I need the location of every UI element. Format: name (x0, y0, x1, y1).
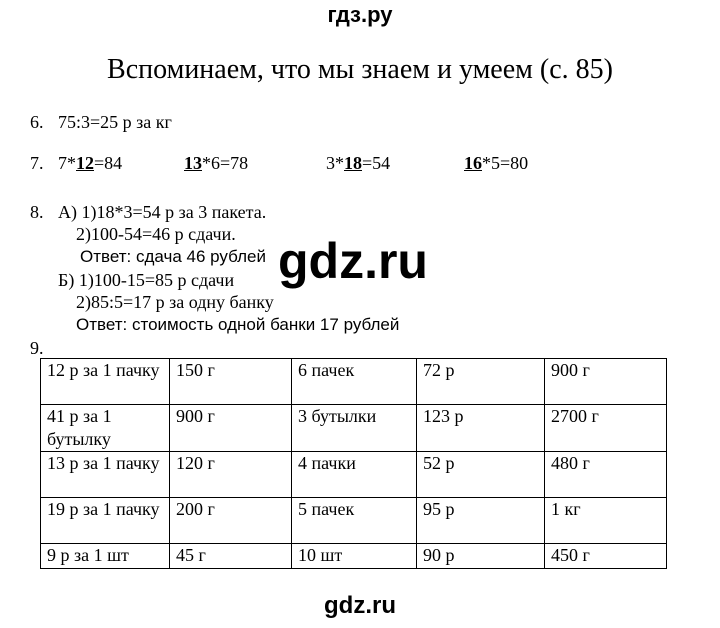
task9-number: 9. (30, 338, 44, 358)
table-cell: 5 пачек (292, 498, 417, 544)
task8-b-step2: 2)85:5=17 р за одну банку (76, 292, 274, 312)
site-header: гдз.ру (327, 2, 393, 27)
task7-item: 3*18=54 (326, 153, 391, 173)
task9-table (40, 358, 667, 569)
task8-a-answer: Ответ: сдача 46 рублей (80, 247, 266, 266)
task8-b-step1: Б) 1)100-15=85 р сдачи (58, 270, 235, 290)
task6-number: 6. (30, 112, 44, 132)
table-cell: 90 р (417, 544, 545, 569)
table-cell: 123 р (417, 405, 545, 452)
table-cell: 200 г (170, 498, 292, 544)
task8-a-step1: А) 1)18*3=54 р за 3 пакета. (58, 202, 267, 222)
table-cell: 2700 г (545, 405, 667, 452)
table-row (41, 405, 667, 452)
table-row (41, 452, 667, 498)
table-cell: 6 пачек (292, 359, 417, 405)
table-row (41, 544, 667, 569)
table-cell: 13 р за 1 пачку (41, 452, 170, 498)
task8-a-step2: 2)100-54=46 р сдачи. (76, 224, 236, 244)
table-cell: 450 г (545, 544, 667, 569)
footer-watermark: gdz.ru (324, 592, 396, 619)
task7-item: 7*12=84 (58, 153, 123, 173)
table-cell: 900 г (545, 359, 667, 405)
table-cell: 95 р (417, 498, 545, 544)
page-title: Вспоминаем, что мы знаем и умеем (с. 85) (107, 54, 613, 85)
table-row (41, 498, 667, 544)
table-cell: 1 кг (545, 498, 667, 544)
task6-text: 75:3=25 р за кг (58, 112, 172, 132)
table-cell: 12 р за 1 пачку (41, 359, 170, 405)
task7-item: 13*6=78 (184, 153, 249, 173)
table-row (41, 359, 667, 405)
table-cell: 9 р за 1 шт (41, 544, 170, 569)
table-cell: 72 р (417, 359, 545, 405)
table-cell: 4 пачки (292, 452, 417, 498)
table-cell: 900 г (170, 405, 292, 452)
table-cell: 45 г (170, 544, 292, 569)
table-cell: 150 г (170, 359, 292, 405)
table-cell: 19 р за 1 пачку (41, 498, 170, 544)
table-cell: 120 г (170, 452, 292, 498)
table-cell: 3 бутылки (292, 405, 417, 452)
task7-number: 7. (30, 153, 44, 173)
task8-b-answer: Ответ: стоимость одной банки 17 рублей (76, 315, 400, 334)
table-cell: 41 р за 1 бутылку (41, 405, 170, 452)
task7-item: 16*5=80 (464, 153, 529, 173)
task8-number: 8. (30, 202, 44, 222)
watermark: gdz.ru (278, 233, 428, 289)
table-cell: 10 шт (292, 544, 417, 569)
table-cell: 480 г (545, 452, 667, 498)
table-cell: 52 р (417, 452, 545, 498)
